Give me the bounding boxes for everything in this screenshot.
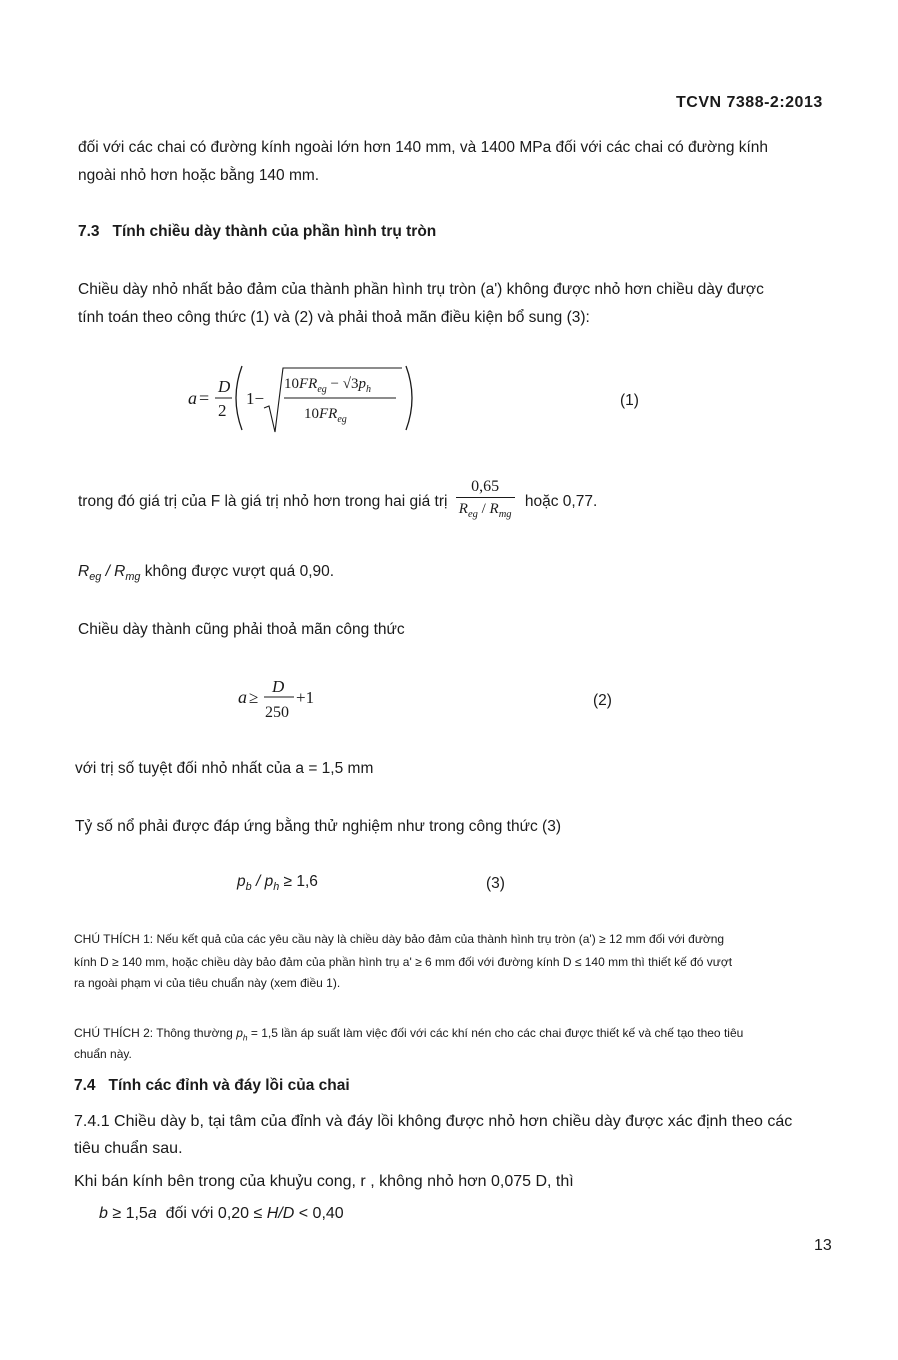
where-text: trong đó giá trị của F là giá trị nhỏ hơn trong hai giá trị [78,493,448,510]
equation-3-number: (3) [486,875,505,892]
subsection-text: Chiều dày b, tại tâm của đỉnh và đáy lồi không được nhỏ hơn chiều dày được xác định theo các [114,1113,793,1130]
equation-1 [180,358,420,438]
fraction-denominator: $R_{eg} / R_{mg}$ [458,501,512,521]
note-2-line: chuẩn này. [74,1047,132,1061]
where-f-line [78,474,597,530]
standard-code: TCVN 7388-2:2013 [676,94,823,111]
section-title: Tính chiều dày thành của phần hình trụ tròn [112,223,437,240]
svg-text:10FReg − √3ph: $10FR_{eg} - √3p_h$ [284,376,371,395]
rule-line: b ≥ 1,5a đối với 0,20 ≤ H/D < 0,40 [99,1205,344,1222]
paragraph-line: tiêu chuẩn sau. [74,1140,183,1157]
fraction-numerator: 0,65 [456,477,515,498]
section-7-4-heading [74,1077,350,1095]
svg-text:1−: 1− [246,389,265,408]
equation-2-number: (2) [593,692,612,709]
svg-text:a: a [188,388,197,408]
note-1-line: kính D ≥ 140 mm, hoặc chiều dày bảo đảm của phần hình trụ a' ≥ 6 mm đối với đường kính D ≤ 140 mm thì thiết kế đó vượt [74,955,733,969]
note-2-line [74,1026,743,1042]
subsection-number: 7.4.1 [74,1113,110,1130]
section-title: Tính các đỉnh và đáy lồi của chai [108,1077,350,1094]
intro-line-1: đối với các chai có đường kính ngoài lớn hơn 140 mm, và 1400 MPa đối với các chai có đường kính [78,139,769,156]
note-1-line: ra ngoài phạm vi của tiêu chuẩn này (xem điều 1). [74,976,341,990]
svg-text:250: 250 [265,704,289,721]
subsection-7-4-1-line [74,1113,792,1131]
note-1-line: CHÚ THÍCH 1: Nếu kết quả của các yêu cầu này là chiều dày bảo đảm của thành hình trụ tròn (a') ≥ 12 mm đối với đường [74,932,725,946]
paragraph-line: Chiều dày thành cũng phải thoả mãn công thức [78,621,405,638]
svg-text:=: = [199,388,210,408]
burst-ratio-symbol: $p_b / p_h$ [237,873,280,894]
paragraph-line: Khi bán kính bên trong của khuỷu cong, r , không nhỏ hơn 0,075 D, thì [74,1173,574,1190]
paragraph-line: tính toán theo công thức (1) và (2) và phải thoả mãn điều kiện bổ sung (3): [78,309,590,326]
fraction-f [456,477,515,526]
svg-text:10FReg: $10FR_{eg}$ [304,406,347,425]
paragraph-line: Tỷ số nổ phải được đáp ứng bằng thử nghiệm như trong công thức (3) [75,818,561,835]
section-7-3-heading [78,223,436,241]
ratio-limit-line [78,563,334,583]
equation-1-number: (1) [620,392,639,409]
ratio-limit-text: không được vượt quá 0,90. [144,563,335,580]
paragraph-line: Chiều dày nhỏ nhất bảo đảm của thành phần hình trụ tròn (a') không được nhỏ hơn chiều dày được [78,281,764,298]
intro-line-2: ngoài nhỏ hơn hoặc bằng 140 mm. [78,167,320,184]
svg-text:+1: +1 [296,688,315,707]
rule-mid: đối với 0,20 ≤ [165,1205,263,1222]
paragraph-line: với trị số tuyệt đối nhỏ nhất của a = 1,5 mm [75,760,374,777]
h-d-symbol: H/D [266,1205,295,1222]
svg-text:D: D [218,377,231,396]
note-2-prefix: CHÚ THÍCH 2: Thông thường [74,1026,233,1040]
svg-text:2: 2 [218,401,227,420]
b-symbol: b [99,1205,108,1222]
page-number: 13 [814,1237,832,1254]
where-suffix: hoặc 0,77. [524,493,598,510]
ph-symbol: $p_h$ [236,1026,248,1043]
ratio-symbol: $R_{eg} / R_{mg}$ [78,563,141,584]
equation-3 [237,873,318,893]
equation-3-rhs: ≥ 1,6 [283,873,318,890]
section-number: 7.3 [78,223,100,240]
rule-end: < 0,40 [298,1205,344,1222]
svg-text:D: D [272,677,285,696]
a-symbol: a [147,1205,157,1222]
svg-text:≥: ≥ [249,688,259,707]
svg-text:a: a [238,687,247,707]
note-2-rest: = 1,5 lần áp suất làm việc đối với các khí nén cho các chai được thiết kế và chế tạo theo tiêu [250,1026,744,1040]
section-number: 7.4 [74,1077,96,1094]
equation-2 [232,672,342,728]
